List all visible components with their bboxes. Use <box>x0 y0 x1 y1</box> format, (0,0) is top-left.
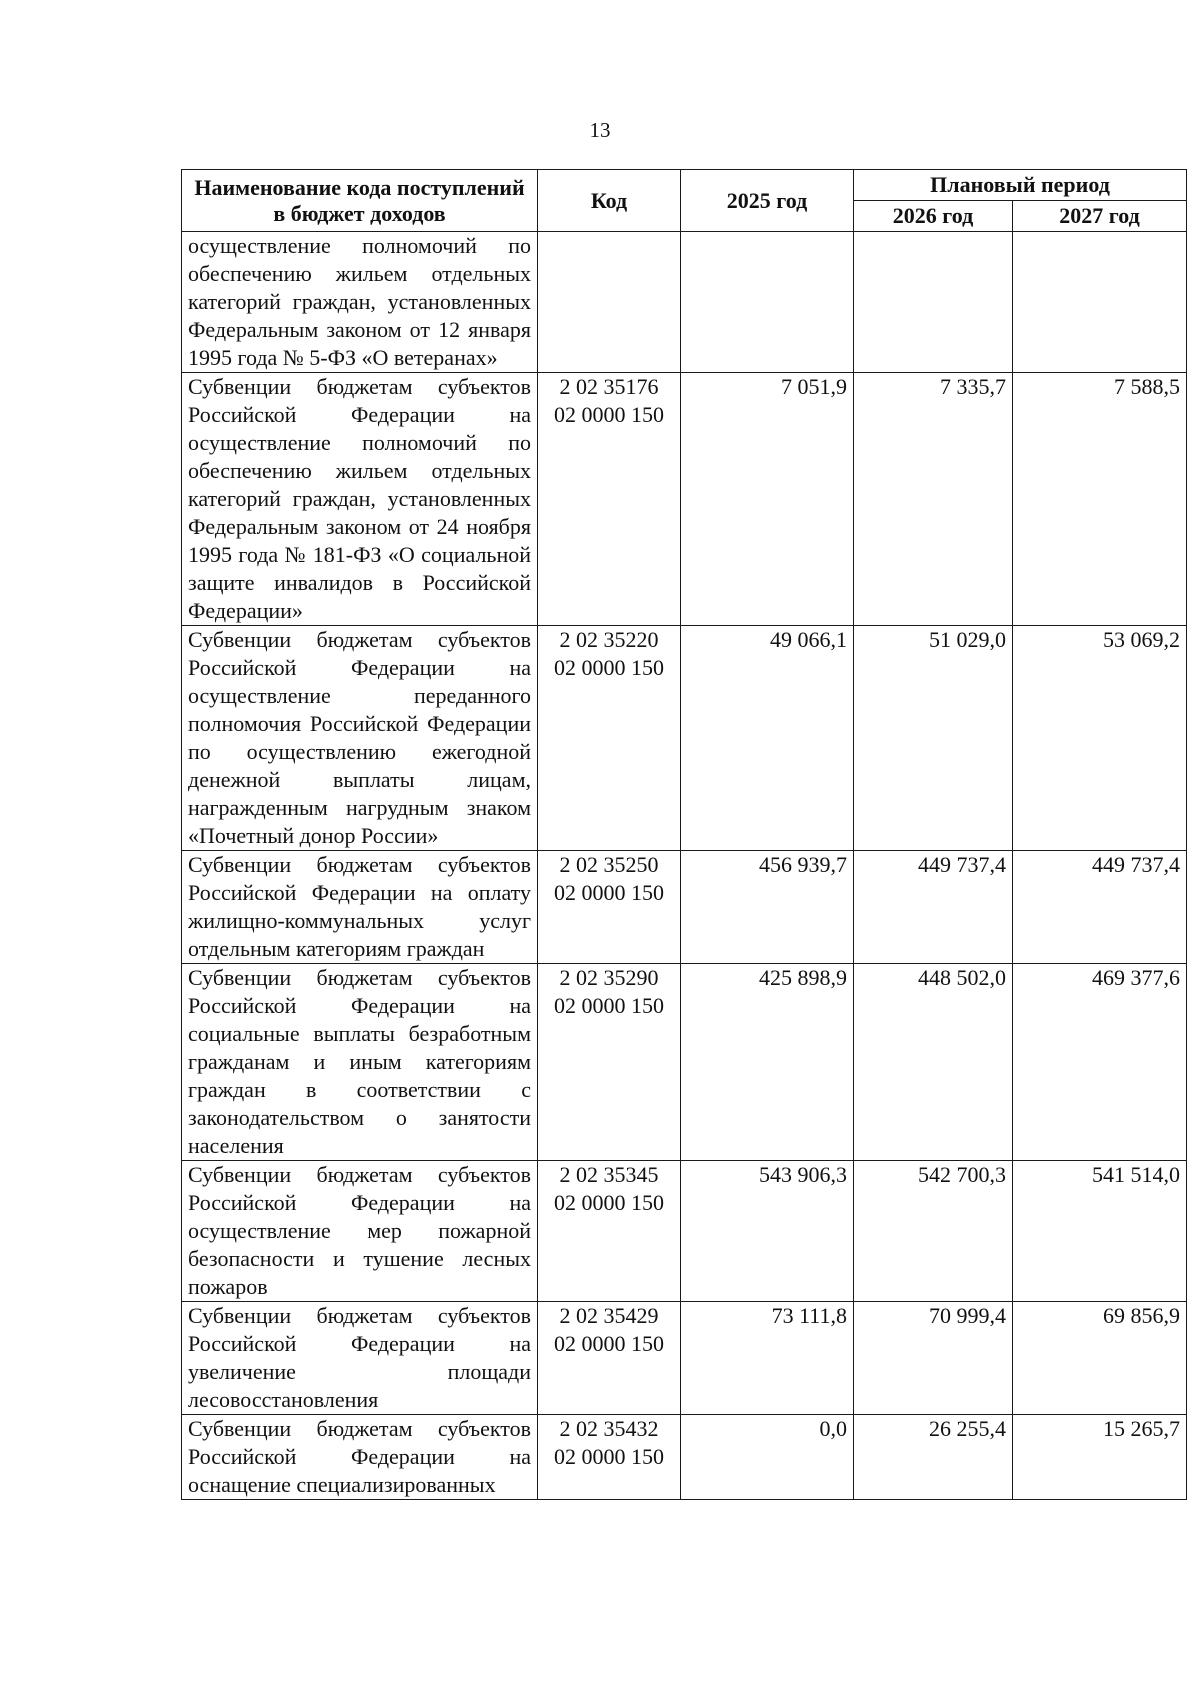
row-name: Субвенции бюджетам субъектов Российской Федерации на осуществление мер пожарной безопасности и тушение лесных пожаров <box>182 1161 538 1302</box>
value-2027: 15 265,7 <box>1013 1415 1187 1500</box>
code-part-1: 2 02 35220 <box>559 627 659 652</box>
code-part-2: 02 0000 150 <box>554 993 664 1018</box>
row-code <box>538 626 681 851</box>
value-2027: 69 856,9 <box>1013 1302 1187 1415</box>
code-part-2: 02 0000 150 <box>554 1444 664 1469</box>
budget-revenue-table <box>181 169 1187 1500</box>
code-part-2: 02 0000 150 <box>554 655 664 680</box>
table-row <box>182 232 1187 373</box>
table-row <box>182 626 1187 851</box>
code-part-2: 02 0000 150 <box>554 1190 664 1215</box>
row-code <box>538 1302 681 1415</box>
value-2027: 7 588,5 <box>1013 373 1187 626</box>
row-code <box>538 232 681 373</box>
value-2026: 448 502,0 <box>854 964 1013 1161</box>
value-2026: 51 029,0 <box>854 626 1013 851</box>
value-2026: 449 737,4 <box>854 851 1013 964</box>
row-name: Субвенции бюджетам субъектов Российской Федерации на увеличение площади лесовосстановления <box>182 1302 538 1415</box>
row-code <box>538 1415 681 1500</box>
row-code <box>538 851 681 964</box>
code-part-1: 2 02 35345 <box>559 1162 659 1187</box>
code-part-1: 2 02 35432 <box>559 1416 659 1441</box>
value-2025: 543 906,3 <box>681 1161 854 1302</box>
value-2025: 0,0 <box>681 1415 854 1500</box>
row-name: Субвенции бюджетам субъектов Российской Федерации на оплату жилищно-коммунальных услуг отдельным категориям граждан <box>182 851 538 964</box>
row-name: Субвенции бюджетам субъектов Российской Федерации на осуществление полномочий по обеспечению жильем отдельных категорий граждан, установленных Федеральным законом от 24 ноября 1995 года № 181-ФЗ «О социальной защите инвалидов в Российской Федерации» <box>182 373 538 626</box>
page-number: 13 <box>589 118 611 142</box>
value-2026 <box>854 232 1013 373</box>
value-2025: 7 051,9 <box>681 373 854 626</box>
row-name: Субвенции бюджетам субъектов Российской Федерации на осуществление переданного полномочия Российской Федерации по осуществлению ежегодной денежной выплаты лицам, награжденным нагрудным знаком «Почетный донор России» <box>182 626 538 851</box>
value-2026: 7 335,7 <box>854 373 1013 626</box>
table-row <box>182 1302 1187 1415</box>
header-2027: 2027 год <box>1013 201 1187 232</box>
value-2025 <box>681 232 854 373</box>
code-part-1: 2 02 35250 <box>559 852 659 877</box>
header-2025: 2025 год <box>681 170 854 232</box>
header-code: Код <box>538 170 681 232</box>
table-row <box>182 851 1187 964</box>
row-name: Субвенции бюджетам субъектов Российской Федерации на социальные выплаты безработным гражданам и иным категориям граждан в соответствии с законодательством о занятости населения <box>182 964 538 1161</box>
value-2026: 70 999,4 <box>854 1302 1013 1415</box>
value-2027 <box>1013 232 1187 373</box>
code-part-2: 02 0000 150 <box>554 1331 664 1356</box>
table-row <box>182 964 1187 1161</box>
row-code <box>538 373 681 626</box>
code-part-1: 2 02 35290 <box>559 965 659 990</box>
code-part-2: 02 0000 150 <box>554 880 664 905</box>
table-header-row <box>182 170 1187 201</box>
value-2025: 425 898,9 <box>681 964 854 1161</box>
value-2025: 73 111,8 <box>681 1302 854 1415</box>
row-name: Субвенции бюджетам субъектов Российской Федерации на оснащение специализированных <box>182 1415 538 1500</box>
table-row <box>182 373 1187 626</box>
value-2027: 53 069,2 <box>1013 626 1187 851</box>
value-2026: 26 255,4 <box>854 1415 1013 1500</box>
table-row <box>182 1415 1187 1500</box>
row-name: осуществление полномочий по обеспечению жильем отдельных категорий граждан, установленных Федеральным законом от 12 января 1995 года № 5-ФЗ «О ветеранах» <box>182 232 538 373</box>
row-code <box>538 964 681 1161</box>
value-2027: 469 377,6 <box>1013 964 1187 1161</box>
value-2027: 541 514,0 <box>1013 1161 1187 1302</box>
header-planning-period: Плановый период <box>854 170 1187 201</box>
value-2025: 456 939,7 <box>681 851 854 964</box>
table-row <box>182 1161 1187 1302</box>
code-part-2: 02 0000 150 <box>554 402 664 427</box>
header-2026: 2026 год <box>854 201 1013 232</box>
code-part-1: 2 02 35176 <box>559 374 659 399</box>
row-code <box>538 1161 681 1302</box>
value-2025: 49 066,1 <box>681 626 854 851</box>
header-name: Наименование кода поступлений в бюджет доходов <box>182 170 538 232</box>
value-2027: 449 737,4 <box>1013 851 1187 964</box>
value-2026: 542 700,3 <box>854 1161 1013 1302</box>
code-part-1: 2 02 35429 <box>559 1303 659 1328</box>
